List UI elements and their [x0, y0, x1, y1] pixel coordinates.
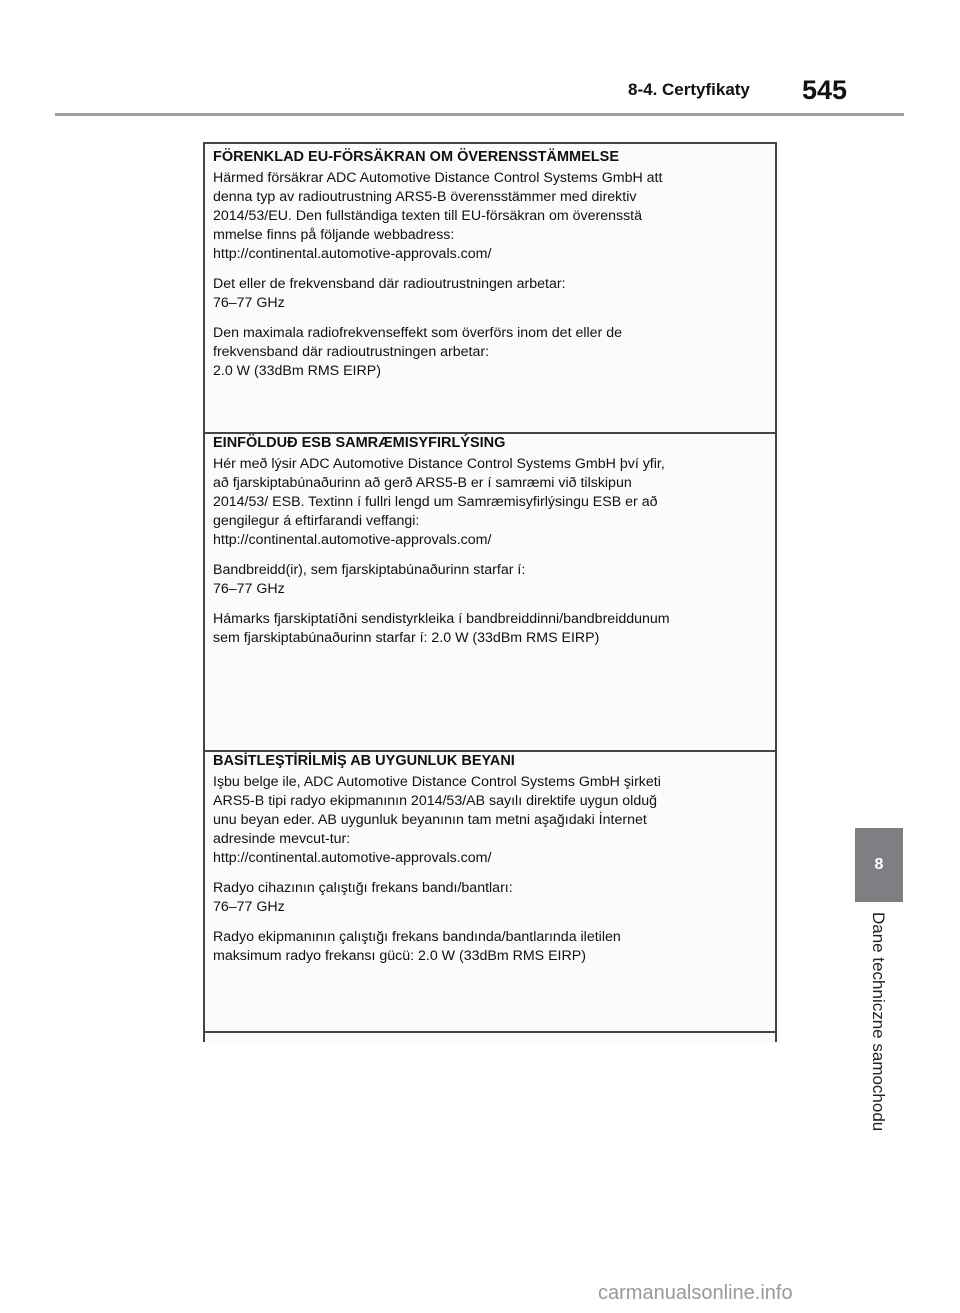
- chapter-label: Dane techniczne samochodu: [869, 912, 888, 1132]
- watermark: carmanualsonline.info: [598, 1282, 793, 1304]
- url-link[interactable]: http://continental.automotive-approvals.com/: [213, 532, 492, 548]
- chapter-tab[interactable]: 8: [855, 828, 903, 902]
- block-intro: Hér með lýsir ADC Automotive Distance Control Systems GmbH því yfir, að fjarskiptabúnaðurinn að gerð ARS5-B er í samræmi við tilskipun 2014/53/ ESB. Textinn í fullri lengd um Samræmisyfirlýsingu ESB er að gengilegur á eftirfarandi veffangi: http://continental.automotive-approvals.com/: [213, 455, 767, 550]
- block-power: Radyo ekipmanının çalıştığı frekans bandında/bantlarında iletilen maksimum radyo frekansı gücü: 2.0 W (33dBm RMS EIRP): [213, 929, 621, 964]
- block-power: Den maximala radiofrekvenseffekt som överförs inom det eller de frekvensband där radioutrustningen arbetar: 2.0 W (33dBm RMS EIRP): [213, 325, 622, 379]
- certificate-scan: [203, 142, 777, 1042]
- certificate-block-swedish: [205, 148, 775, 434]
- block-intro: Härmed försäkrar ADC Automotive Distance Control Systems GmbH att denna typ av radioutrustning ARS5-B överensstämmer med direktiv 2014/53/EU. Den fullständiga texten till EU-försäkran om överensstä mmelse finns på följande webbadress: http://continental.automotive-approvals.com/: [213, 169, 767, 264]
- block-intro: Işbu belge ile, ADC Automotive Distance Control Systems GmbH şirketi ARS5-B tipi radyo ekipmanının 2014/53/AB sayılı direktife uygun olduğ unu beyan eder. AB uygunluk beyanının tam metni aşağıdaki İnternet adresinde mevcut-tur: http://continental.automotive-approvals.com/: [213, 773, 767, 868]
- header-divider: [55, 113, 904, 116]
- certificate-block-icelandic: [205, 434, 775, 752]
- block-band: Det eller de frekvensband där radioutrustningen arbetar: 76–77 GHz: [213, 276, 566, 311]
- block-title: EINFÖLDUÐ ESB SAMRÆMISYFIRLÝSING: [213, 435, 506, 451]
- block-title: BASİTLEŞTİRİLMİŞ AB UYGUNLUK BEYANI: [213, 753, 515, 769]
- block-power: Hámarks fjarskiptatíðni sendistyrkleika í bandbreiddinni/bandbreiddunum sem fjarskiptabúnaðurinn starfar í: 2.0 W (33dBm RMS EIRP): [213, 611, 670, 646]
- page-number: 545: [802, 75, 848, 105]
- block-title: FÖRENKLAD EU-FÖRSÄKRAN OM ÖVERENSSTÄMMELSE: [213, 149, 620, 165]
- section-title: 8-4. Certyfikaty: [628, 80, 750, 99]
- url-link[interactable]: http://continental.automotive-approvals.com/: [213, 850, 492, 866]
- certificate-block-turkish: [205, 752, 775, 1033]
- url-link[interactable]: http://continental.automotive-approvals.com/: [213, 246, 492, 262]
- block-band: Radyo cihazının çalıştığı frekans bandı/bantları: 76–77 GHz: [213, 880, 513, 915]
- block-band: Bandbreidd(ir), sem fjarskiptabúnaðurinn starfar í: 76–77 GHz: [213, 562, 526, 597]
